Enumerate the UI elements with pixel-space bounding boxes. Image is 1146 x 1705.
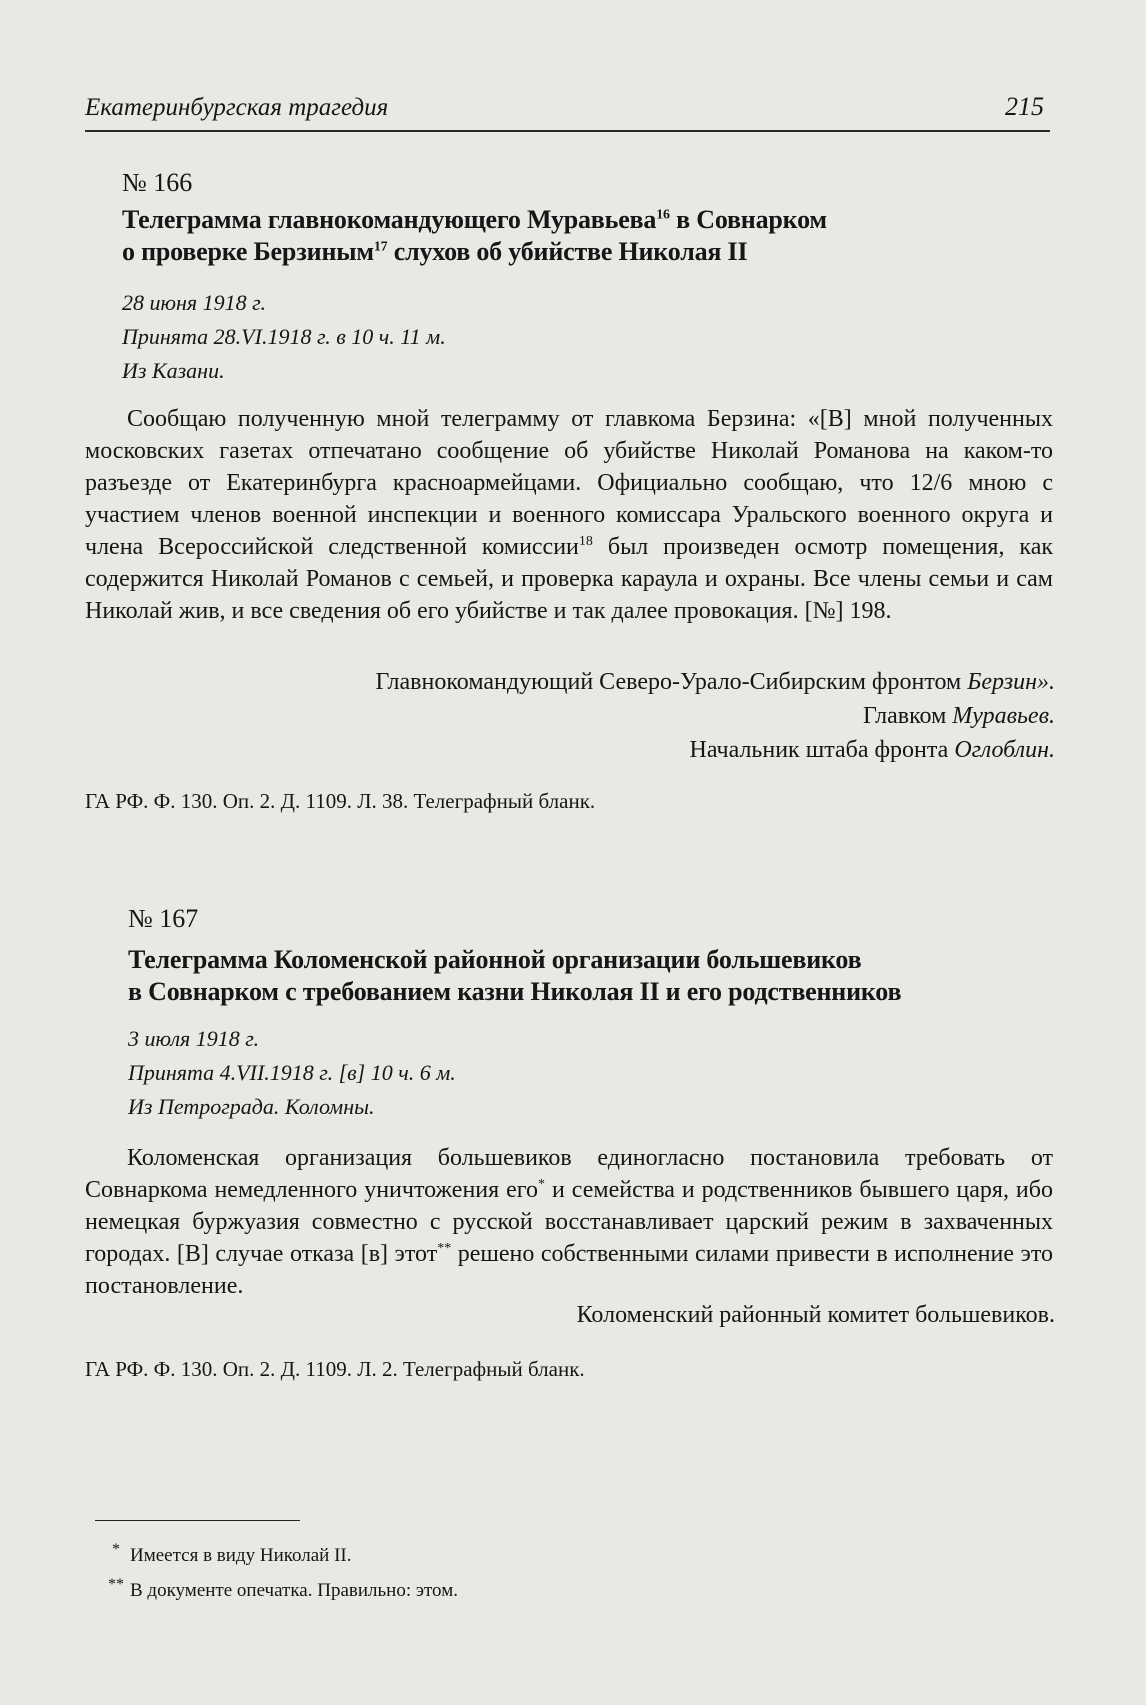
doc-166-received: Принята 28.VI.1918 г. в 10 ч. 11 м.	[122, 324, 446, 349]
doc-167-received: Принята 4.VII.1918 г. [в] 10 ч. 6 м.	[128, 1060, 456, 1085]
doc-167-date: 3 июля 1918 г.	[128, 1026, 260, 1051]
footnote-rule	[95, 1520, 300, 1521]
doc-167-source: ГА РФ. Ф. 130. Оп. 2. Д. 1109. Л. 2. Телеграфный бланк.	[85, 1357, 585, 1381]
footnote-1	[112, 1541, 352, 1567]
doc-166-signatures	[85, 665, 1055, 767]
doc-166-meta	[122, 286, 1092, 388]
footnote-mark: *	[112, 1541, 120, 1558]
footnote-text: В документе опечатка. Правильно: этом.	[130, 1580, 458, 1601]
signature-ogloblin: Начальник штаба фронта Оглоблин.	[689, 737, 1055, 763]
footnote-mark: **	[108, 1576, 124, 1593]
running-title: Екатеринбургская трагедия	[85, 94, 389, 121]
doc-167-number: № 167	[128, 904, 199, 933]
doc-166-source: ГА РФ. Ф. 130. Оп. 2. Д. 1109. Л. 38. Телеграфный бланк.	[85, 789, 596, 813]
footnote-ref-18: 18	[578, 534, 593, 549]
footnote-ref-star: *	[538, 1177, 546, 1192]
signature-berzin: Главнокомандующий Северо-Урало-Сибирским фронтом Берзин».	[375, 669, 1055, 695]
header-rule	[85, 130, 1050, 132]
doc-166-title	[122, 204, 1092, 268]
doc-166-title-line2: о проверке Берзиным$^{17}$ слухов об убийстве Николая II	[122, 237, 748, 266]
doc-166-date: 28 июня 1918 г.	[122, 290, 266, 315]
doc-167-origin: Из Петрограда. Коломны.	[128, 1094, 375, 1119]
page-number: 215	[1005, 92, 1044, 121]
footnote-ref-17: 17	[373, 239, 388, 255]
doc-166-body: Сообщаю полученную мной телеграмму от главкома Берзина: «[В] мной полученных московских газетах отпечатано сообщение об убийстве Николай Романова на каком-то разъезде от Екатеринбурга красноармейцами. Официально сообщаю, что 12/6 мною с участием членов военной инспекции и военного комиссара Уральского военного округа и члена Всероссийской следственной комиссии$^{18}$ был произведен осмотр помещения, как содержится Николай Романов с семьей, и проверка караула и охраны. Все члены семьи и сам Николай жив, и все сведения об его убийстве и так далее провокация. [№] 198.	[85, 406, 1054, 624]
footnote-ref-16: 16	[656, 207, 670, 223]
doc-167-body: Коломенская организация большевиков единогласно постановила требовать от Совнаркома немедленного уничтожения его* и семейства и родственников бывшего царя, ибо немецкая буржуазия совместно с русской восстанавливает царский режим в захваченных городах. [В] случае отказа [в] этот** решено собственными силами привести в исполнение это постановление.	[85, 1145, 1053, 1299]
doc-167-signature: Коломенский районный комитет большевиков.	[576, 1302, 1055, 1328]
doc-167-title-line1: Телеграмма Коломенской районной организации большевиков	[128, 945, 862, 974]
footnote-ref-double-star: **	[437, 1241, 452, 1256]
doc-167-title	[128, 944, 1098, 1008]
doc-166-origin: Из Казани.	[122, 358, 225, 383]
doc-166-number: № 166	[122, 168, 193, 197]
running-header	[85, 92, 1050, 132]
signature-muravyov: Главком Муравьев.	[863, 703, 1055, 729]
footnote-text: Имеется в виду Николай II.	[130, 1545, 352, 1566]
doc-166-title-line1: Телеграмма главнокомандующего Муравьева$^{16}$ в Совнарком	[122, 205, 827, 234]
doc-167-meta	[128, 1022, 1098, 1124]
footnote-2	[108, 1576, 458, 1602]
doc-167-title-line2: в Совнарком с требованием казни Николая II и его родственников	[128, 977, 902, 1006]
